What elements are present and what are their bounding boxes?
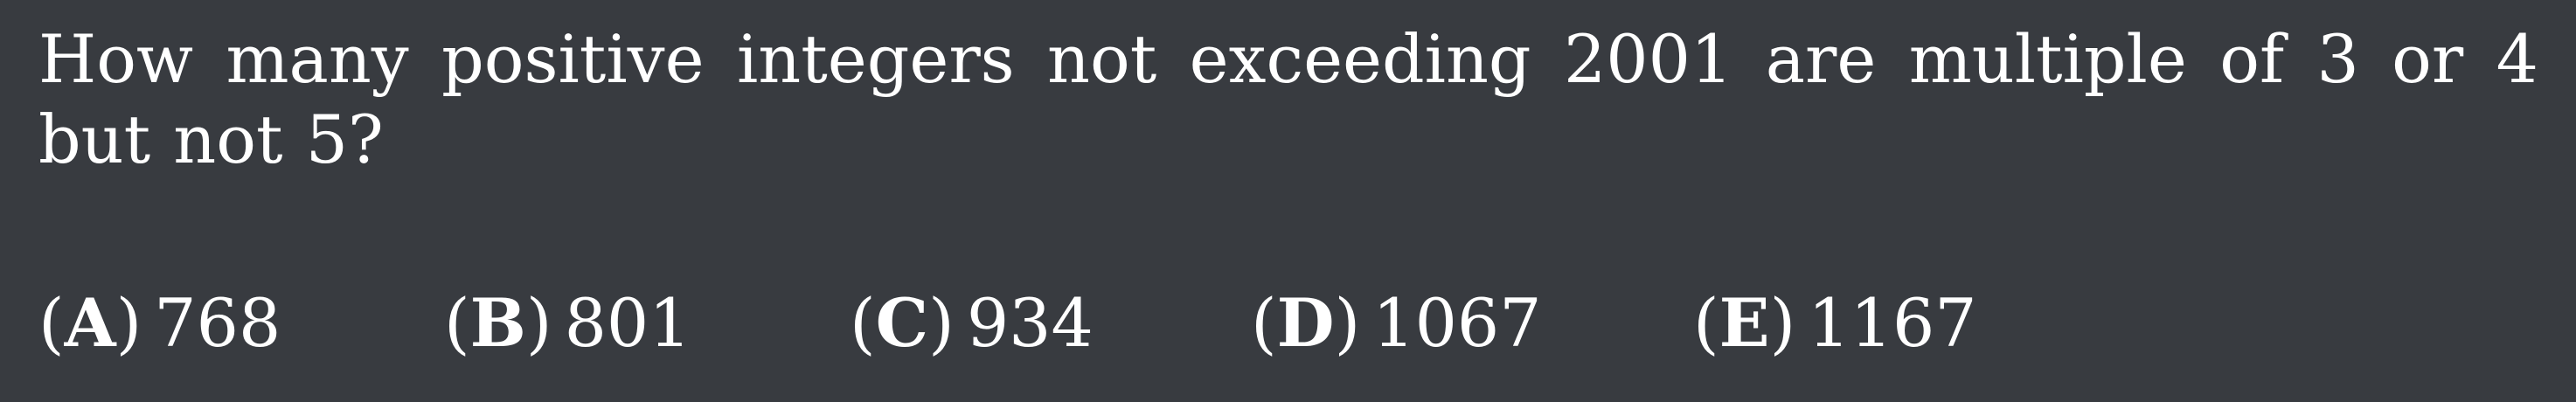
choice-c-letter: C (875, 284, 929, 362)
choice-a (38, 280, 281, 367)
choice-b-value: 801 (564, 284, 691, 362)
choice-e-value: 1167 (1808, 284, 1977, 362)
choice-e-letter: E (1718, 284, 1770, 362)
choice-e (1693, 280, 1977, 367)
choice-c-open-paren: ( (850, 284, 876, 362)
choice-d-value: 1067 (1372, 284, 1542, 362)
problem-statement: How many positive integers not exceeding 2001 are multiple of 3 or 4 but not 5? (38, 20, 2538, 178)
choice-e-close-paren: ) (1769, 284, 1796, 362)
choice-d (1251, 280, 1542, 367)
choice-e-open-paren: ( (1693, 284, 1719, 362)
answer-choices (38, 280, 2538, 367)
choice-b-close-paren: ) (525, 284, 552, 362)
choice-c-value: 934 (966, 284, 1094, 362)
choice-c-close-paren: ) (928, 284, 955, 362)
choice-a-value: 768 (154, 284, 281, 362)
choice-a-close-paren: ) (115, 284, 142, 362)
choice-a-open-paren: ( (38, 284, 65, 362)
choice-b-open-paren: ( (444, 284, 470, 362)
choice-b-letter: B (469, 284, 526, 362)
choice-b (444, 280, 691, 367)
choice-c (850, 280, 1094, 367)
choice-d-open-paren: ( (1251, 284, 1277, 362)
choice-d-close-paren: ) (1334, 284, 1361, 362)
choice-a-letter: A (64, 284, 116, 362)
choice-d-letter: D (1276, 284, 1335, 362)
